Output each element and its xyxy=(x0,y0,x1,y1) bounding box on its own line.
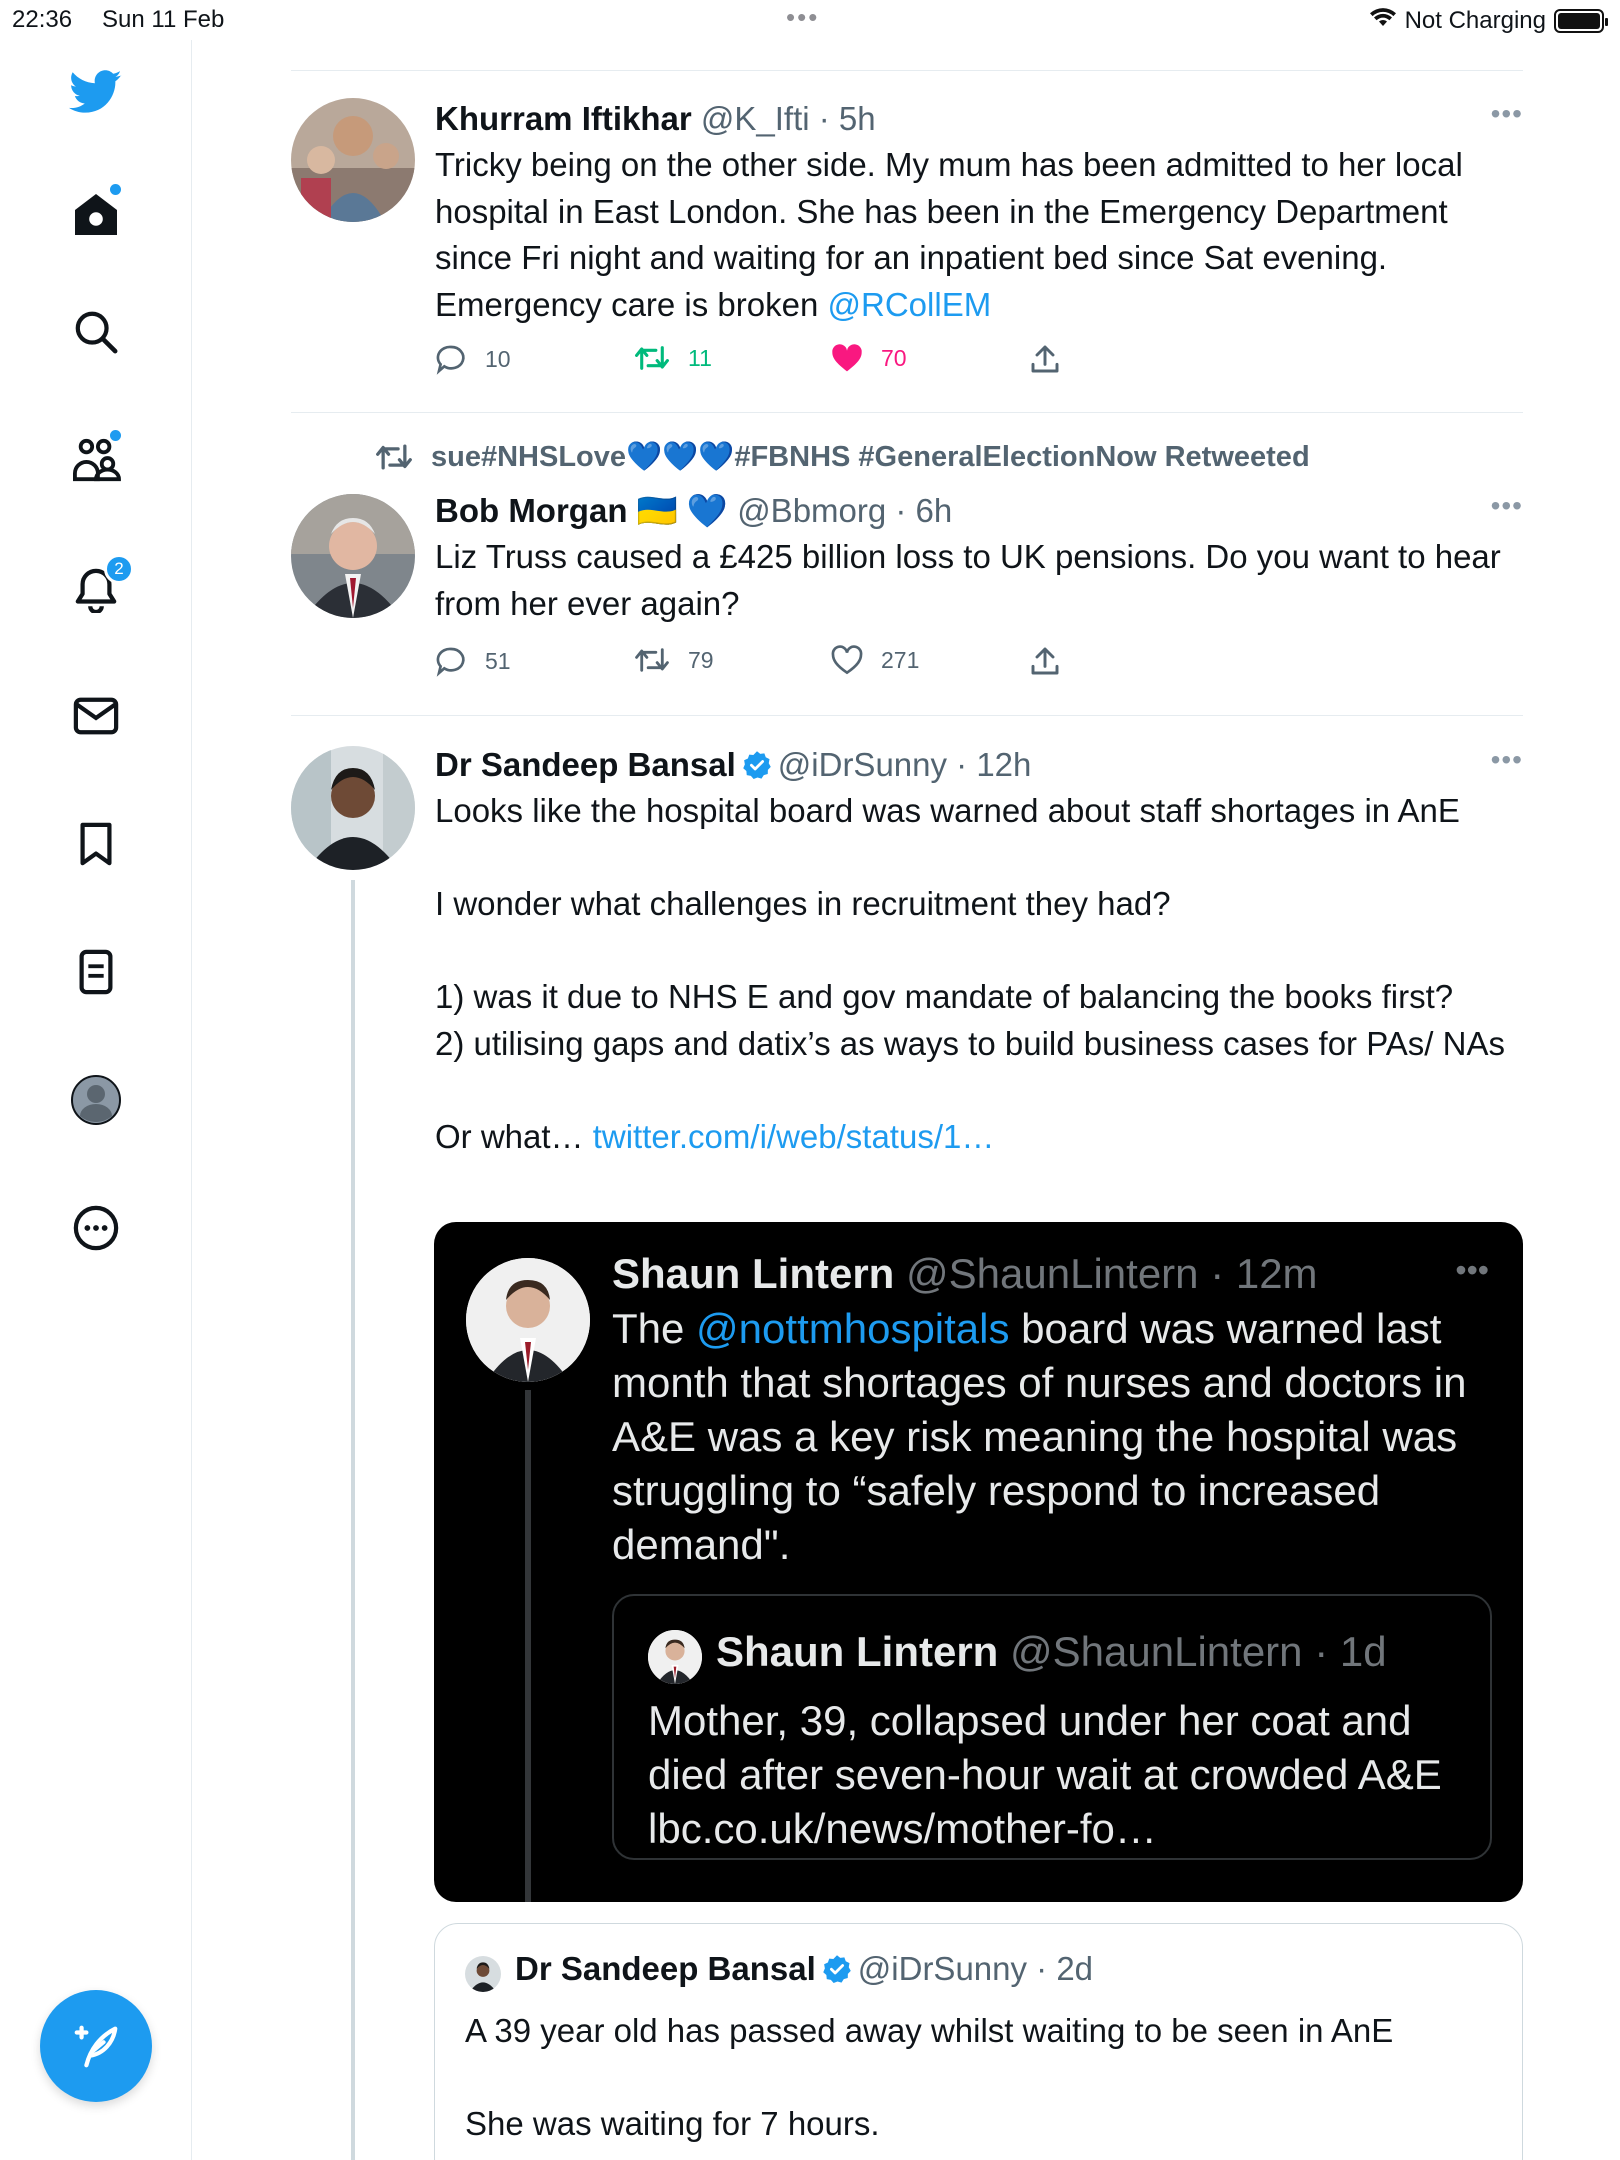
tweet-text: Liz Truss caused a £425 billion loss to UK pensions. Do you want to hear from her ever again? xyxy=(435,538,1510,622)
thread-line xyxy=(525,1390,531,1902)
tweet-text xyxy=(435,142,1523,328)
wifi-icon xyxy=(1369,6,1397,35)
tweet-text-content: Tricky being on the other side. My mum has been admitted to her local hospital in East London. She has been in the Emergency Department since Fri night and waiting for an inpatient bed since Sat evening. Emergency care is broken xyxy=(435,146,1472,323)
avatar[interactable] xyxy=(291,494,415,618)
reply-button[interactable] xyxy=(435,645,511,677)
author-handle: @iDrSunny · 2d xyxy=(857,1950,1094,1987)
quoted-tweet-card[interactable] xyxy=(434,1923,1523,2160)
multitasking-dots[interactable]: ••• xyxy=(786,2,820,32)
avatar xyxy=(465,1956,501,1992)
reply-count: 10 xyxy=(485,345,511,372)
author-handle[interactable]: @Bbmorg · 6h xyxy=(737,492,953,529)
tweet-text xyxy=(612,1302,1492,1572)
avatar xyxy=(648,1630,702,1684)
tweet-body xyxy=(435,98,1523,372)
avatar[interactable] xyxy=(291,746,415,870)
notifications-badge: 2 xyxy=(104,554,134,584)
tweet[interactable] xyxy=(291,98,1523,398)
text-part: board was warned last month that shortages of nurses and doctors in A&E was a key risk meaning the hospital was struggling to “safely respond to increased demand". xyxy=(612,1305,1467,1568)
like-count: 70 xyxy=(881,344,907,371)
author-name: Shaun Lintern xyxy=(716,1628,999,1675)
mention-link[interactable]: @RCollEM xyxy=(827,285,992,323)
quoted-tweet xyxy=(612,1594,1492,1860)
heart-outline-icon xyxy=(831,645,863,675)
tweet-more-button: ••• xyxy=(1455,1252,1489,1288)
author-name[interactable]: Bob Morgan xyxy=(435,492,628,529)
tweet-more-button[interactable]: ••• xyxy=(1490,490,1523,521)
feed-divider xyxy=(291,412,1523,413)
tweet-more-button[interactable]: ••• xyxy=(1490,744,1523,775)
more-circle-icon xyxy=(73,1205,119,1251)
tweet[interactable] xyxy=(291,490,1523,710)
retweeted-by-label: sue#NHSLove💙💙💙#FBNHS #GeneralElectionNow Retweeted xyxy=(431,441,1310,473)
like-button[interactable] xyxy=(831,645,919,675)
retweet-count: 11 xyxy=(688,344,712,371)
tweet-actions xyxy=(435,645,1115,685)
tweet-text: A 39 year old has passed away whilst waiting to be seen in AnE She was waiting for 7 hours. xyxy=(465,2012,1394,2142)
reply-icon xyxy=(435,645,467,677)
share-icon xyxy=(1030,645,1060,677)
share-icon xyxy=(1030,343,1060,375)
share-button[interactable] xyxy=(1030,645,1060,677)
status-right xyxy=(1369,6,1604,35)
reply-icon xyxy=(435,343,467,375)
tweet-text-content: Looks like the hospital board was warned about staff shortages in AnE I wonder what challenges in recruitment they had? 1) was it due to NHS E and gov mandate of balancing the books first? 2) utilising gaps and datix’s as ways to build business cases for PAs/ NAs Or what… xyxy=(435,792,1505,1155)
communities-new-dot xyxy=(110,430,121,441)
tweet-body xyxy=(435,490,1523,674)
feed-divider xyxy=(291,70,1523,71)
tweet-text xyxy=(435,788,1523,1160)
tweet-header xyxy=(435,490,1523,532)
tweet-body xyxy=(435,744,1523,1160)
author-name: Dr Sandeep Bansal xyxy=(515,1950,816,1987)
author-handle: @ShaunLintern · 12m xyxy=(906,1250,1318,1297)
verified-badge-icon xyxy=(822,1954,852,1984)
like-count: 271 xyxy=(881,646,920,673)
clock: 22:36 xyxy=(12,6,73,33)
tweet-header xyxy=(435,744,1523,786)
twitter-logo-icon[interactable] xyxy=(66,62,126,122)
retweet-icon xyxy=(634,343,670,373)
share-button[interactable] xyxy=(1030,343,1060,375)
tweet-header xyxy=(435,98,1523,140)
tweet-header xyxy=(716,1628,1387,1676)
like-button[interactable] xyxy=(831,343,907,373)
author-name: Shaun Lintern xyxy=(612,1250,895,1297)
reply-button[interactable] xyxy=(435,343,511,375)
sidebar-item-more[interactable] xyxy=(66,1198,126,1258)
author-handle[interactable]: @iDrSunny · 12h xyxy=(777,746,1032,783)
home-new-dot xyxy=(110,184,121,195)
retweet-context[interactable] xyxy=(375,440,1310,474)
retweet-button[interactable] xyxy=(634,343,712,373)
compose-tweet-button[interactable] xyxy=(40,1990,152,2102)
compose-feather-icon xyxy=(71,2022,121,2070)
avatar xyxy=(466,1258,590,1382)
author-emojis: 🇺🇦 💙 xyxy=(636,492,729,529)
status-bar xyxy=(0,0,1620,40)
battery-icon xyxy=(1554,9,1604,33)
sidebar-nav xyxy=(0,40,192,2160)
sidebar-item-search[interactable] xyxy=(66,302,126,362)
charging-status: Not Charging xyxy=(1404,6,1546,34)
tweet-more-button[interactable]: ••• xyxy=(1490,98,1523,129)
sidebar-item-home[interactable] xyxy=(66,184,126,244)
text-part: The xyxy=(612,1305,697,1352)
author-handle: @ShaunLintern · 1d xyxy=(1010,1628,1387,1675)
retweet-count: 79 xyxy=(688,646,714,673)
retweet-icon xyxy=(375,442,413,472)
author-name[interactable]: Dr Sandeep Bansal xyxy=(435,746,736,783)
sidebar-item-profile[interactable] xyxy=(66,1070,126,1130)
lists-icon xyxy=(77,949,115,995)
thread-line xyxy=(351,880,355,2160)
sidebar-item-lists[interactable] xyxy=(66,942,126,1002)
author-handle[interactable]: @K_Ifti · 5h xyxy=(700,100,876,137)
profile-avatar-icon xyxy=(70,1074,122,1126)
tweet-header xyxy=(612,1250,1318,1298)
communities-icon xyxy=(71,437,121,483)
home-icon xyxy=(72,191,120,237)
retweet-icon xyxy=(634,645,670,675)
verified-badge-icon xyxy=(742,750,772,780)
sidebar-item-communities[interactable] xyxy=(66,430,126,490)
mail-icon xyxy=(73,696,119,736)
sidebar-item-messages[interactable] xyxy=(66,686,126,746)
retweet-button[interactable] xyxy=(634,645,714,675)
tweet-text: Mother, 39, collapsed under her coat and died after seven-hour wait at crowded A&E lbc.co.uk/news/mother-fo… xyxy=(648,1697,1442,1852)
bookmark-icon xyxy=(77,821,115,867)
tweet-header xyxy=(515,1950,1093,1988)
tweet-media-screenshot[interactable] xyxy=(434,1222,1523,1902)
avatar[interactable] xyxy=(291,98,415,222)
tweet-link[interactable]: twitter.com/i/web/status/1… xyxy=(592,1117,995,1155)
sidebar-item-bookmarks[interactable] xyxy=(66,814,126,874)
tweet-actions xyxy=(435,343,1115,383)
sidebar-item-notifications[interactable] xyxy=(66,560,126,620)
author-name[interactable]: Khurram Iftikhar xyxy=(435,100,692,137)
feed-divider xyxy=(291,715,1523,716)
date: Sun 11 Feb xyxy=(102,6,225,33)
mention-link: @nottmhospitals xyxy=(696,1305,1010,1352)
heart-filled-icon xyxy=(831,343,863,373)
search-icon xyxy=(73,309,119,355)
reply-count: 51 xyxy=(485,647,511,674)
